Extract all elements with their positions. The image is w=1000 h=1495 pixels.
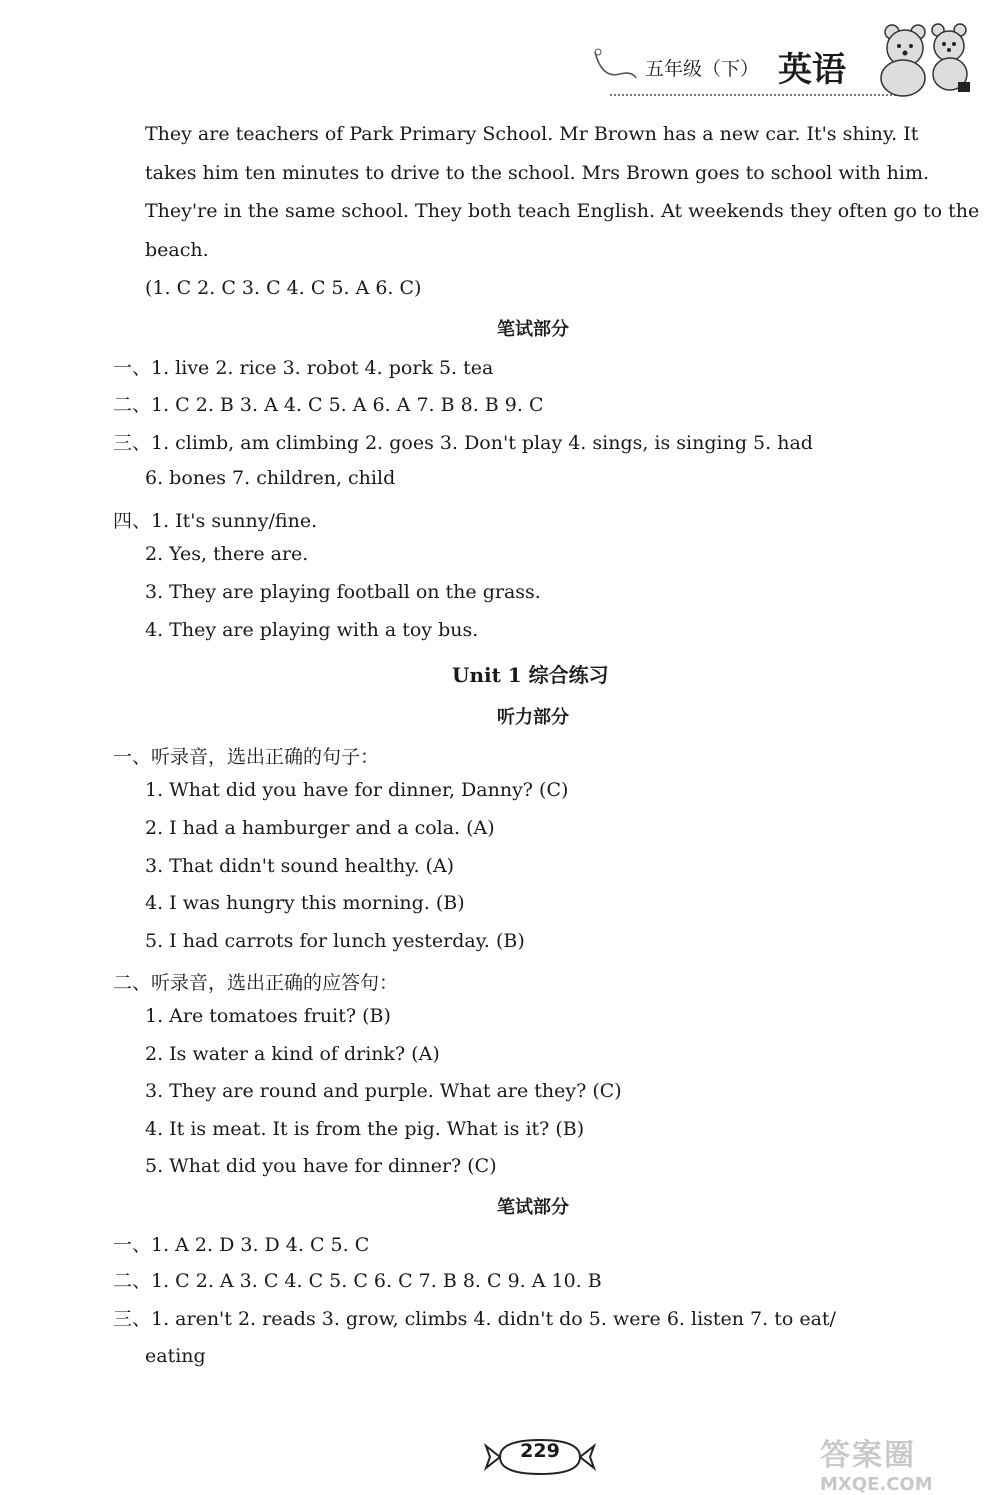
answer-line: 1. Are tomatoes fruit? (B) [145, 1005, 391, 1027]
answer-line: 3. They are playing football on the grass. [145, 581, 541, 603]
teddy-bears-icon [870, 22, 980, 102]
answer-line: 3. They are round and purple. What are they? (C) [145, 1080, 622, 1102]
answer-line: 5. I had carrots for lunch yesterday. (B) [145, 930, 525, 952]
text-line: takes him ten minutes to drive to the school. Mrs Brown goes to school with him. [145, 162, 930, 184]
page-number-badge [480, 1432, 600, 1482]
header-dotted-rule [610, 94, 900, 96]
answer-line: 4. It is meat. It is from the pig. What is it? (B) [145, 1118, 585, 1140]
answer-line: (1. C 2. C 3. C 4. C 5. A 6. C) [145, 277, 422, 299]
text-line: They're in the same school. They both teach English. At weekends they often go to the [145, 200, 980, 222]
answer-line: 4. I was hungry this morning. (B) [145, 892, 465, 914]
unit-title: Unit 1 综合练习 [452, 663, 609, 687]
answer-line: 3. That didn't sound healthy. (A) [145, 855, 455, 877]
answer-line: 2. Is water a kind of drink? (A) [145, 1043, 440, 1065]
section-heading: 笔试部分 [497, 319, 569, 340]
watermark [820, 1430, 990, 1495]
answer-line: 4. They are playing with a toy bus. [145, 619, 479, 641]
answer-line: 三、1. aren't 2. reads 3. grow, climbs 4. didn't do 5. were 6. listen 7. to eat/ [113, 1308, 836, 1330]
answer-line: 二、1. C 2. B 3. A 4. C 5. A 6. A 7. B 8. B 9. C [113, 394, 544, 416]
section-heading: 笔试部分 [497, 1197, 569, 1218]
answer-line: 2. I had a hamburger and a cola. (A) [145, 817, 495, 839]
page-number: 229 [520, 1440, 560, 1462]
watermark-url: MXQE.COM [820, 1474, 933, 1495]
answer-line: 6. bones 7. children, child [145, 467, 396, 489]
question-heading: 一、听录音，选出正确的句子： [113, 746, 380, 768]
text-line: beach. [145, 239, 209, 261]
question-heading: 二、听录音，选出正确的应答句： [113, 972, 399, 994]
answer-line: 三、1. climb, am climbing 2. goes 3. Don't play 4. sings, is singing 5. had [113, 432, 813, 454]
answer-line: 一、1. live 2. rice 3. robot 4. pork 5. tea [113, 357, 494, 379]
watermark-title: 答案圈 [820, 1438, 916, 1473]
text-line: They are teachers of Park Primary School. Mr Brown has a new car. It's shiny. It [145, 123, 919, 145]
answer-line: 一、1. A 2. D 3. D 4. C 5. C [113, 1234, 370, 1256]
subject-title: 英语 [778, 50, 846, 90]
answer-line: 1. What did you have for dinner, Danny? (C) [145, 779, 569, 801]
answer-line: 二、1. C 2. A 3. C 4. C 5. C 6. C 7. B 8. C 9. A 10. B [113, 1270, 602, 1292]
answer-line: 2. Yes, there are. [145, 543, 309, 565]
section-heading: 听力部分 [497, 707, 569, 728]
answer-line: 5. What did you have for dinner? (C) [145, 1155, 497, 1177]
page-header [590, 22, 990, 102]
answer-line: 四、1. It's sunny/fine. [113, 510, 318, 532]
answer-line: eating [145, 1345, 206, 1367]
vine-decoration-icon [590, 44, 640, 84]
grade-label: 五年级（下） [645, 58, 760, 80]
